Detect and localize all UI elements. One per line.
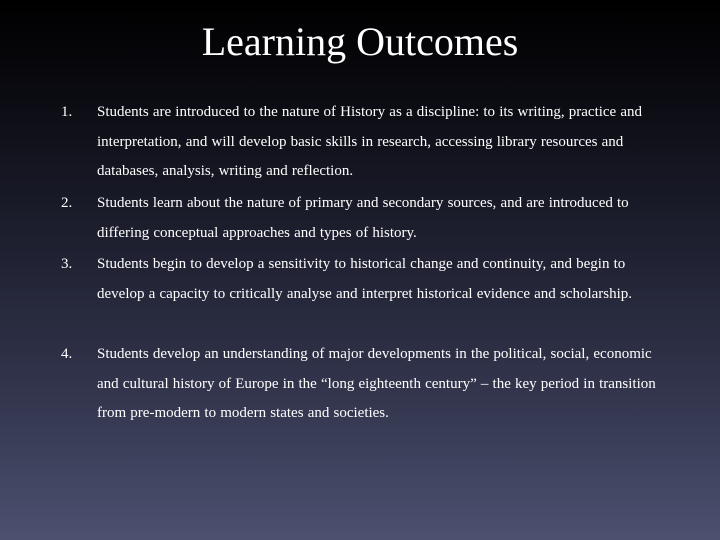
outcome-text-3: Students begin to develop a sensitivity to historical change and continuity, and begin to develop a capacity to critically analyse and interpret historical evidence and scholarship. bbox=[97, 256, 633, 302]
outcome-number-3: 3. bbox=[61, 256, 73, 272]
outcome-text-4: Students develop an understanding of major developments in the political, social, economic and cultural history of Europe in the “long eighteenth century” – the key period in transition from pre-modern to modern states and societies. bbox=[97, 346, 656, 421]
outcome-number-2: 2. bbox=[61, 195, 73, 211]
outcome-number-1: 1. bbox=[61, 104, 73, 120]
outcome-number-4: 4. bbox=[61, 346, 73, 362]
slide-title: Learning Outcomes bbox=[201, 19, 519, 64]
outcome-text-1: Students are introduced to the nature of History as a discipline: to its writing, practice and interpretation, and will develop basic skills in research, accessing library resources and databases, analysis, writing and reflection. bbox=[97, 104, 643, 179]
outcome-text-2: Students learn about the nature of primary and secondary sources, and are introduced to differing conceptual approaches and types of history. bbox=[97, 195, 629, 241]
